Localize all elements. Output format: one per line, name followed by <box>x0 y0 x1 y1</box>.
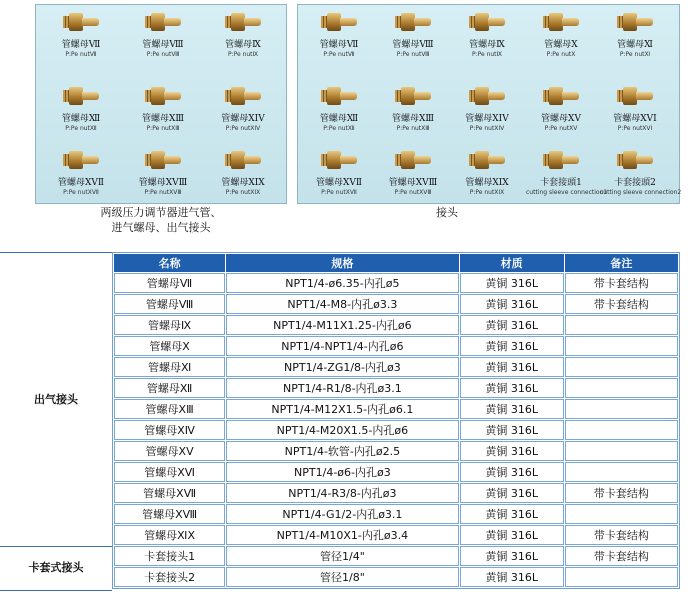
table-row <box>114 378 678 398</box>
fitting-photo <box>46 13 116 58</box>
fitting-name: 管螺母XVⅢ <box>138 178 188 188</box>
cell-spec: NPT1/4-M20X1.5-内孔ø6 <box>226 420 458 440</box>
fitting-subname: P:Pe nutXⅢ <box>396 125 430 132</box>
fitting-photo <box>452 151 522 196</box>
fitting-subname: P:Pe nutⅫ <box>65 125 97 132</box>
fitting-photo <box>128 151 198 196</box>
table-row <box>114 420 678 440</box>
cell-name: 管螺母Ⅶ <box>114 273 225 293</box>
cell-remark <box>565 420 678 440</box>
table-row <box>114 357 678 377</box>
cell-name: 卡套接头2 <box>114 567 225 587</box>
cell-remark: 带卡套结构 <box>565 483 678 503</box>
cell-name: 管螺母Ⅸ <box>114 315 225 335</box>
cell-name: 管螺母Ⅻ <box>114 378 225 398</box>
cell-name: 管螺母Ⅺ <box>114 357 225 377</box>
table-row <box>114 546 678 566</box>
fitting-icon <box>469 87 505 105</box>
cell-remark <box>565 399 678 419</box>
fitting-subname: P:Pe nutⅨ <box>471 51 503 58</box>
fitting-subname: P:Pe nutⅧ <box>146 51 180 58</box>
table-row <box>114 483 678 503</box>
fitting-subname: P:Pe nutⅪ <box>619 51 651 58</box>
fitting-icon <box>63 151 99 169</box>
fitting-icon <box>321 87 357 105</box>
fitting-photo <box>378 13 448 58</box>
fitting-photo <box>304 13 374 58</box>
section-divider <box>0 252 112 253</box>
cell-spec: NPT1/4-NPT1/4-内孔ø6 <box>226 336 458 356</box>
cell-spec: NPT1/4-M8-内孔ø3.3 <box>226 294 458 314</box>
fitting-icon <box>321 151 357 169</box>
fitting-photo <box>208 151 278 196</box>
fitting-subname: P:Pe nutXIV <box>469 125 505 132</box>
fitting-icon <box>225 151 261 169</box>
fitting-subname: P:Pe nutXVⅡ <box>321 189 357 196</box>
fitting-name: 卡套接頭1 <box>540 178 582 188</box>
cell-name: 卡套接头1 <box>114 546 225 566</box>
fitting-name: 管螺母XIX <box>221 178 265 188</box>
cell-remark <box>565 378 678 398</box>
cell-spec: NPT1/4-软管-内孔ø2.5 <box>226 441 458 461</box>
fitting-photo <box>378 151 448 196</box>
fitting-icon <box>469 13 505 31</box>
table-row <box>114 567 678 587</box>
fitting-photo <box>526 87 596 132</box>
cell-remark <box>565 336 678 356</box>
fitting-icon <box>63 13 99 31</box>
cell-spec: NPT1/4-M11X1.25-内孔ø6 <box>226 315 458 335</box>
cell-material: 黄铜 316L <box>460 504 564 524</box>
cell-material: 黄铜 316L <box>460 399 564 419</box>
cell-remark <box>565 462 678 482</box>
fitting-subname: P:Pe nutⅩ <box>546 51 576 58</box>
fitting-photo <box>128 87 198 132</box>
fitting-name: 管螺母Ⅺ <box>617 40 653 50</box>
table-row <box>114 462 678 482</box>
fitting-icon <box>617 13 653 31</box>
cell-material: 黄铜 316L <box>460 273 564 293</box>
cell-material: 黄铜 316L <box>460 441 564 461</box>
fitting-subname: cutting sleeve connection2 <box>600 189 682 196</box>
fitting-name: 管螺母XVⅡ <box>315 178 363 188</box>
cell-name: 管螺母Ⅹ <box>114 336 225 356</box>
fitting-icon <box>617 151 653 169</box>
cell-remark <box>565 315 678 335</box>
table-row <box>114 441 678 461</box>
cell-material: 黄铜 316L <box>460 315 564 335</box>
fitting-subname: P:Pe nutXIV <box>225 125 261 132</box>
fitting-subname: P:Pe nutXVI <box>617 125 653 132</box>
cell-material: 黄铜 316L <box>460 483 564 503</box>
cell-name: 管螺母ⅩⅦ <box>114 483 225 503</box>
fitting-photo <box>452 87 522 132</box>
table-row <box>114 273 678 293</box>
fitting-icon <box>145 151 181 169</box>
fitting-icon <box>225 87 261 105</box>
fitting-photo <box>128 13 198 58</box>
cell-spec: NPT1/4-G1/2-内孔ø3.1 <box>226 504 458 524</box>
cell-name: 管螺母ⅩⅤ <box>114 441 225 461</box>
table-row <box>114 315 678 335</box>
cell-remark: 带卡套结构 <box>565 294 678 314</box>
fitting-name: 管螺母Ⅷ <box>142 40 184 50</box>
fitting-photo <box>378 87 448 132</box>
cell-material: 黄铜 316L <box>460 336 564 356</box>
fitting-icon <box>145 87 181 105</box>
cell-remark: 带卡套结构 <box>565 525 678 545</box>
fitting-subname: P:Pe nutⅧ <box>396 51 430 58</box>
cell-material: 黄铜 316L <box>460 462 564 482</box>
photo-panel-regulator-fittings <box>35 4 287 204</box>
fitting-icon <box>395 87 431 105</box>
fitting-subname: P:Pe nutⅫ <box>323 125 355 132</box>
photo-panel-connectors <box>297 4 680 204</box>
fitting-name: 管螺母Ⅶ <box>319 40 359 50</box>
section-label-sleeve: 卡套式接头 <box>28 561 84 574</box>
cell-spec: 管径1/8" <box>226 567 458 587</box>
fitting-subname: P:Pe nutⅦ <box>323 51 355 58</box>
fitting-name: 管螺母XVⅡ <box>57 178 105 188</box>
fitting-photo <box>304 87 374 132</box>
col-header-material: 材质 <box>460 254 564 272</box>
spec-table <box>112 252 680 589</box>
fitting-name: 管螺母XVⅢ <box>388 178 438 188</box>
fitting-subname: cutting sleeve connection1 <box>526 189 608 196</box>
fitting-photo <box>526 151 608 196</box>
fitting-subname: P:Pe nutⅨ <box>227 51 259 58</box>
caption-line: 进气螺母、出气接头 <box>111 221 211 234</box>
fitting-name: 管螺母Ⅷ <box>392 40 434 50</box>
cell-name: 管螺母XⅣ <box>114 420 225 440</box>
fitting-name: 管螺母Ⅻ <box>319 114 359 124</box>
section-label-outlet: 出气接头 <box>34 393 78 406</box>
cell-material: 黄铜 316L <box>460 525 564 545</box>
fitting-icon <box>543 87 579 105</box>
table-row <box>114 336 678 356</box>
fitting-photo <box>526 13 596 58</box>
fitting-name: 管螺母XIX <box>465 178 509 188</box>
fitting-photo <box>208 87 278 132</box>
fitting-icon <box>543 151 579 169</box>
cell-remark: 带卡套结构 <box>565 273 678 293</box>
fitting-icon <box>617 87 653 105</box>
cell-spec: NPT1/4-R3/8-内孔ø3 <box>226 483 458 503</box>
cell-remark: 带卡套结构 <box>565 546 678 566</box>
fitting-icon <box>395 151 431 169</box>
cell-spec: NPT1/4-ø6-内孔ø3 <box>226 462 458 482</box>
cell-material: 黄铜 316L <box>460 546 564 566</box>
table-row <box>114 504 678 524</box>
cell-material: 黄铜 316L <box>460 294 564 314</box>
table-row <box>114 399 678 419</box>
fitting-name: 管螺母XV <box>541 114 581 124</box>
fitting-name: 卡套接頭2 <box>614 178 656 188</box>
fitting-name: 管螺母Ⅸ <box>469 40 505 50</box>
table-row <box>114 525 678 545</box>
cell-remark <box>565 567 678 587</box>
fitting-icon <box>321 13 357 31</box>
fitting-photo <box>452 13 522 58</box>
fitting-subname: P:Pe nutXIX <box>225 189 261 196</box>
left-panel-caption <box>35 205 287 235</box>
fitting-subname: P:Pe nutXVⅢ <box>144 189 182 196</box>
cell-remark <box>565 357 678 377</box>
fitting-subname: P:Pe nutXV <box>544 125 578 132</box>
fitting-icon <box>145 13 181 31</box>
fitting-subname: P:Pe nutXVⅡ <box>63 189 99 196</box>
fitting-subname: P:Pe nutⅦ <box>65 51 97 58</box>
table-header-row <box>114 254 678 272</box>
cell-name: 管螺母ⅩⅢ <box>114 399 225 419</box>
fitting-name: 管螺母Ⅶ <box>61 40 101 50</box>
cell-spec: 管径1/4" <box>226 546 458 566</box>
cell-name: 管螺母ⅩⅥ <box>114 462 225 482</box>
fitting-name: 管螺母XⅢ <box>141 114 185 124</box>
fitting-subname: P:Pe nutXVⅢ <box>394 189 432 196</box>
fitting-name: 管螺母XIV <box>465 114 509 124</box>
fitting-subname: P:Pe nutXIX <box>469 189 505 196</box>
col-header-spec: 规格 <box>226 254 458 272</box>
cell-remark <box>565 441 678 461</box>
fitting-icon <box>63 87 99 105</box>
table-row <box>114 294 678 314</box>
fitting-icon <box>395 13 431 31</box>
cell-name: 管螺母ⅩⅧ <box>114 504 225 524</box>
cell-remark <box>565 504 678 524</box>
cell-material: 黄铜 316L <box>460 357 564 377</box>
section-divider <box>0 546 112 547</box>
fitting-icon <box>225 13 261 31</box>
fitting-photo <box>208 13 278 58</box>
fitting-name: 管螺母Ⅻ <box>61 114 101 124</box>
fitting-name: 管螺母XIV <box>221 114 265 124</box>
col-header-name: 名称 <box>114 254 225 272</box>
cell-spec: NPT1/4-ZG1/8-内孔ø3 <box>226 357 458 377</box>
cell-spec: NPT1/4-ø6.35-内孔ø5 <box>226 273 458 293</box>
fitting-photo <box>304 151 374 196</box>
cell-spec: NPT1/4-M10X1-内孔ø3.4 <box>226 525 458 545</box>
cell-material: 黄铜 316L <box>460 378 564 398</box>
cell-material: 黄铜 316L <box>460 567 564 587</box>
fitting-photo <box>600 151 682 196</box>
fitting-icon <box>469 151 505 169</box>
fitting-name: 管螺母XⅢ <box>391 114 435 124</box>
fitting-subname: P:Pe nutXⅢ <box>146 125 180 132</box>
cell-material: 黄铜 316L <box>460 420 564 440</box>
cell-name: 管螺母ⅪⅩ <box>114 525 225 545</box>
cell-spec: NPT1/4-R1/8-内孔ø3.1 <box>226 378 458 398</box>
cell-spec: NPT1/4-M12X1.5-内孔ø6.1 <box>226 399 458 419</box>
cell-name: 管螺母Ⅷ <box>114 294 225 314</box>
fitting-photo <box>600 13 670 58</box>
fitting-name: 管螺母Ⅹ <box>544 40 578 50</box>
caption-line: 两级压力调节器进气管、 <box>100 206 222 219</box>
fitting-name: 管螺母Ⅸ <box>225 40 261 50</box>
fitting-photo <box>600 87 670 132</box>
right-panel-caption: 接头 <box>436 206 458 219</box>
fitting-photo <box>46 151 116 196</box>
col-header-remark: 备注 <box>565 254 678 272</box>
fitting-name: 管螺母XVI <box>613 114 657 124</box>
fitting-photo <box>46 87 116 132</box>
section-divider <box>0 590 112 591</box>
fitting-icon <box>543 13 579 31</box>
